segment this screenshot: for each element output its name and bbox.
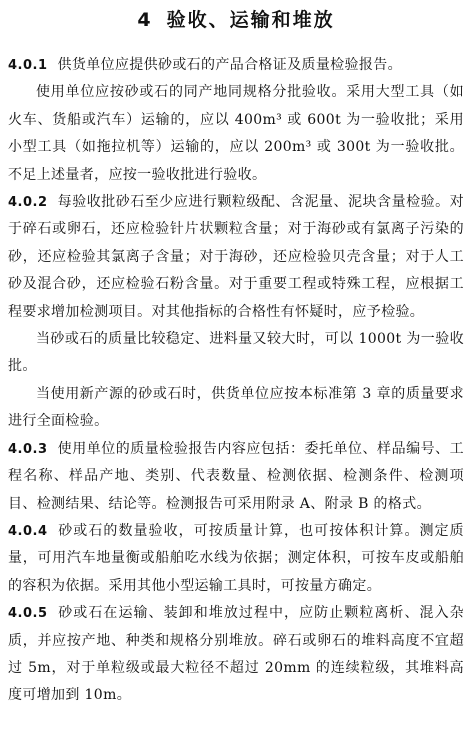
clause-4-0-5 bbox=[8, 600, 464, 710]
clause-paragraph bbox=[8, 52, 464, 79]
chapter-title bbox=[8, 8, 464, 32]
clause-paragraph bbox=[8, 518, 464, 600]
clause-number: 4.0.3 bbox=[8, 441, 48, 457]
clause-number: 4.0.1 bbox=[8, 58, 48, 73]
clause-paragraph bbox=[8, 436, 464, 518]
clause-text: 砂或石的数量验收，可按质量计算，也可按体积计算。测定质量，可用汽车地量衡或船舶吃水线为依据；测定体积，可按车皮或船舶的容积为依据。采用其他小型运输工具时，可按量方确定。 bbox=[8, 522, 464, 594]
clause-paragraph: 当使用新产源的砂或石时，供货单位应按本标准第 3 章的质量要求进行全面检验。 bbox=[8, 385, 464, 430]
clause-4-0-3 bbox=[8, 436, 464, 518]
clause-paragraph: 使用单位应按砂或石的同产地同规格分批验收。采用大型工具（如火车、货船或汽车）运输的，应以 400m³ 或 600t 为一验收批；采用小型工具（如拖拉机等）运输的，应以 200m³ 或 300t 为一验收批。不足上述量者，应按一验收批进行验收。 bbox=[8, 84, 464, 183]
clause-paragraph bbox=[8, 189, 464, 326]
clause-4-0-2 bbox=[8, 189, 464, 436]
clause-paragraph: 当砂或石的质量比较稳定、进料量又较大时，可以 1000t 为一验收批。 bbox=[8, 331, 464, 375]
clause-text: 使用单位的质量检验报告内容应包括：委托单位、样品编号、工程名称、样品产地、类别、代表数量、检测依据、检测条件、检测项目、检测结果、结论等。检测报告可采用附录 A、附录 B 的格式。 bbox=[8, 440, 464, 512]
clause-text: 每验收批砂石至少应进行颗粒级配、含泥量、泥块含量检验。对于碎石或卵石，还应检验针片状颗粒含量；对于海砂或有氯离子污染的砂，还应检验其氯离子含量；对于海砂，还应检验贝壳含量；对于人工砂及混合砂，还应检验石粉含量。对于重要工程或特殊工程，应根据工程要求增加检测项目。对其他指标的合格性有怀疑时，应予检验。 bbox=[8, 194, 464, 320]
chapter-number: 4 bbox=[137, 9, 153, 31]
clause-text: 砂或石在运输、装卸和堆放过程中，应防止颗粒离析、混入杂质，并应按产地、种类和规格分别堆放。碎石或卵石的堆料高度不宜超过 5m，对于单粒级或最大粒径不超过 20mm 的连续粒级，其堆料高度可增加到 10m。 bbox=[8, 605, 464, 704]
clause-number: 4.0.4 bbox=[8, 523, 48, 539]
clause-number: 4.0.2 bbox=[8, 195, 48, 211]
clause-paragraph bbox=[8, 600, 464, 710]
clause-text: 供货单位应提供砂或石的产品合格证及质量检验报告。 bbox=[57, 57, 402, 73]
clause-number: 4.0.5 bbox=[8, 606, 48, 622]
clause-4-0-1 bbox=[8, 52, 464, 189]
clause-4-0-4 bbox=[8, 518, 464, 600]
chapter-title-text: 验收、运输和堆放 bbox=[166, 9, 335, 31]
